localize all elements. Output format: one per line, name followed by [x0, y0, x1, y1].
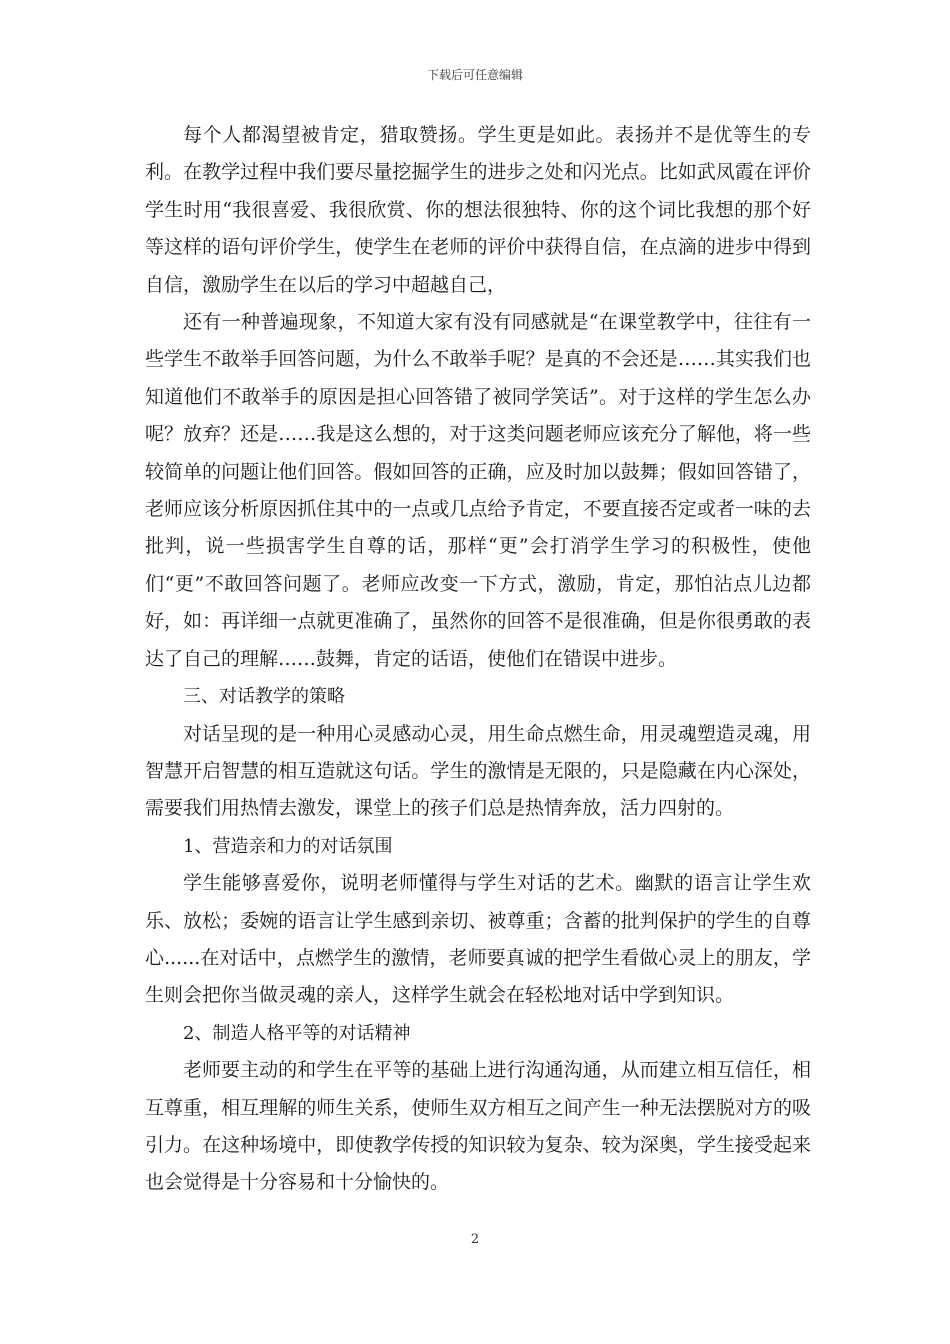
page-number: 2 — [470, 1232, 480, 1247]
paragraph-dialogue-intro: 对话呈现的是一种用心灵感动心灵，用生命点燃生命，用灵魂塑造灵魂，用智慧开启智慧的相互造就这句话。学生的激情是无限的，只是隐藏在内心深处，需要我们用热情去激发，课堂上的孩子们总是热情奔放，活力四射的。 — [145, 722, 811, 820]
document-body — [145, 117, 811, 1202]
section-heading-dialogue-strategy: 三、对话教学的策略 — [183, 686, 345, 708]
subheading-affinity-atmosphere: 1、营造亲和力的对话氛围 — [183, 835, 393, 857]
subheading-equal-dialogue: 2、制造人格平等的对话精神 — [183, 1022, 411, 1044]
page-header: 下载后可任意编辑 — [426, 68, 523, 82]
paragraph-teacher-student-relation: 老师要主动的和学生在平等的基础上进行沟通沟通，从而建立相互信任，相互尊重，相互理解的师生关系，使师生双方相互之间产生一种无法摆脱对方的吸引力。在这种场境中，即使教学传授的知识较为复杂、较为深奥，学生接受起来也会觉得是十分容易和十分愉快的。 — [145, 1059, 811, 1194]
paragraph-dialogue-art: 学生能够喜爱你，说明老师懂得与学生对话的艺术。幽默的语言让学生欢乐、放松；委婉的语言让学生感到亲切、被尊重；含蓄的批判保护的学生的自尊心......在对话中，点燃学生的激情，老师要真诚的把学生看做心灵上的朋友，学生则会把你当做灵魂的亲人，这样学生就会在轻松地对话中学到知识。 — [145, 872, 811, 1007]
paragraph-afraid-to-answer: 还有一种普遍现象，不知道大家有没有同感就是“在课堂教学中，往往有一些学生不敢举手回答问题，为什么不敢举手呢？是真的不会还是……其实我们也知道他们不敢举手的原因是担心回答错了被同学笑话”。对于这样的学生怎么办呢？放弃？还是……我是这么想的，对于这类问题老师应该充分了解他，将一些较简单的问题让他们回答。假如回答的正确，应及时加以鼓舞；假如回答错了，老师应该分析原因抓住其中的一点或几点给予肯定，不要直接否定或者一味的去批判，说一些损害学生自尊的话，那样“更”会打消学生学习的积极性，使他们“更”不敢回答问题了。老师应改变一下方式，激励，肯定，那怕沾点儿边都好，如：再详细一点就更准确了，虽然你的回答不是很准确，但是你很勇敢的表达了自己的理解……鼓舞，肯定的话语，使他们在错误中进步。 — [145, 311, 811, 670]
paragraph-praise: 每个人都渴望被肯定，猎取赞扬。学生更是如此。表扬并不是优等生的专利。在教学过程中我们要尽量挖掘学生的进步之处和闪光点。比如武凤霞在评价学生时用“我很喜爱、我很欣赏、你的想法很独特、你的这个词比我想的那个好等这样的语句评价学生，使学生在老师的评价中获得自信，在点滴的进步中得到自信，激励学生在以后的学习中超越自己， — [145, 124, 811, 296]
